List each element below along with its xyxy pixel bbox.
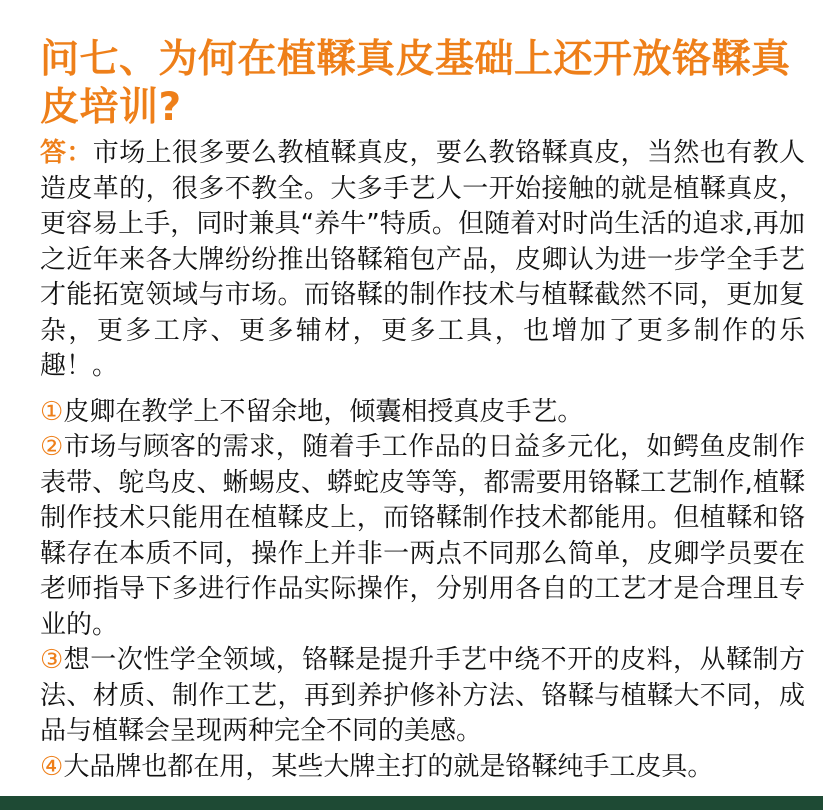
reason-text-4: 大品牌也都在用，某些大牌主打的就是铬鞣纯手工皮具。 — [63, 751, 714, 782]
reason-text-1: 皮卿在教学上不留余地，倾囊相授真皮手艺。 — [63, 396, 584, 427]
footer-bar — [0, 796, 823, 810]
reason-item-2 — [40, 430, 805, 643]
reason-item-3 — [40, 643, 805, 750]
question-title: 问七、为何在植鞣真皮基础上还开放铬鞣真皮培训? — [40, 37, 791, 130]
reason-text-3: 想一次性学全领域，铬鞣是提升手艺中绕不开的皮料，从鞣制方法、材质、制作工艺，再到养护修补方法、铬鞣与植鞣大不同，成品与植鞣会呈现两种完全不同的美感。 — [40, 645, 805, 746]
answer-label: 答： — [40, 138, 93, 168]
reason-number-2: ② — [40, 432, 64, 462]
reason-list — [40, 395, 805, 786]
faq-section — [40, 36, 805, 785]
reason-item-1 — [40, 395, 805, 431]
reason-item-4 — [40, 750, 805, 786]
reason-number-1: ① — [40, 396, 64, 427]
reason-number-3: ③ — [40, 645, 64, 675]
answer-paragraph — [40, 136, 805, 385]
reason-text-2: 市场与顾客的需求，随着手工作品的日益多元化，如鳄鱼皮制作表带、鸵鸟皮、蜥蜴皮、蟒蛇皮等等，都需要用铬鞣工艺制作,植鞣制作技术只能用在植鞣皮上，而铬鞣制作技术都能用。但植鞣和铬鞣存在本质不同，操作上并非一两点不同那么简单，皮卿学员要在老师指导下多进行作品实际操作，分别用各自的工艺才是合理且专业的。 — [40, 432, 805, 640]
answer-text: 市场上很多要么教植鞣真皮，要么教铬鞣真皮，当然也有教人造皮革的，很多不教全。大多手艺人一开始接触的就是植鞣真皮，更容易上手，同时兼具“养牛”特质。但随着对时尚生活的追求,再加之近年来各大牌纷纷推出铬鞣箱包产品，皮卿认为进一步学全手艺才能拓宽领域与市场。而铬鞣的制作技术与植鞣截然不同，更加复杂，更多工序、更多辅材，更多工具，也增加了更多制作的乐趣！。 — [40, 138, 805, 381]
reason-number-4: ④ — [40, 751, 64, 782]
